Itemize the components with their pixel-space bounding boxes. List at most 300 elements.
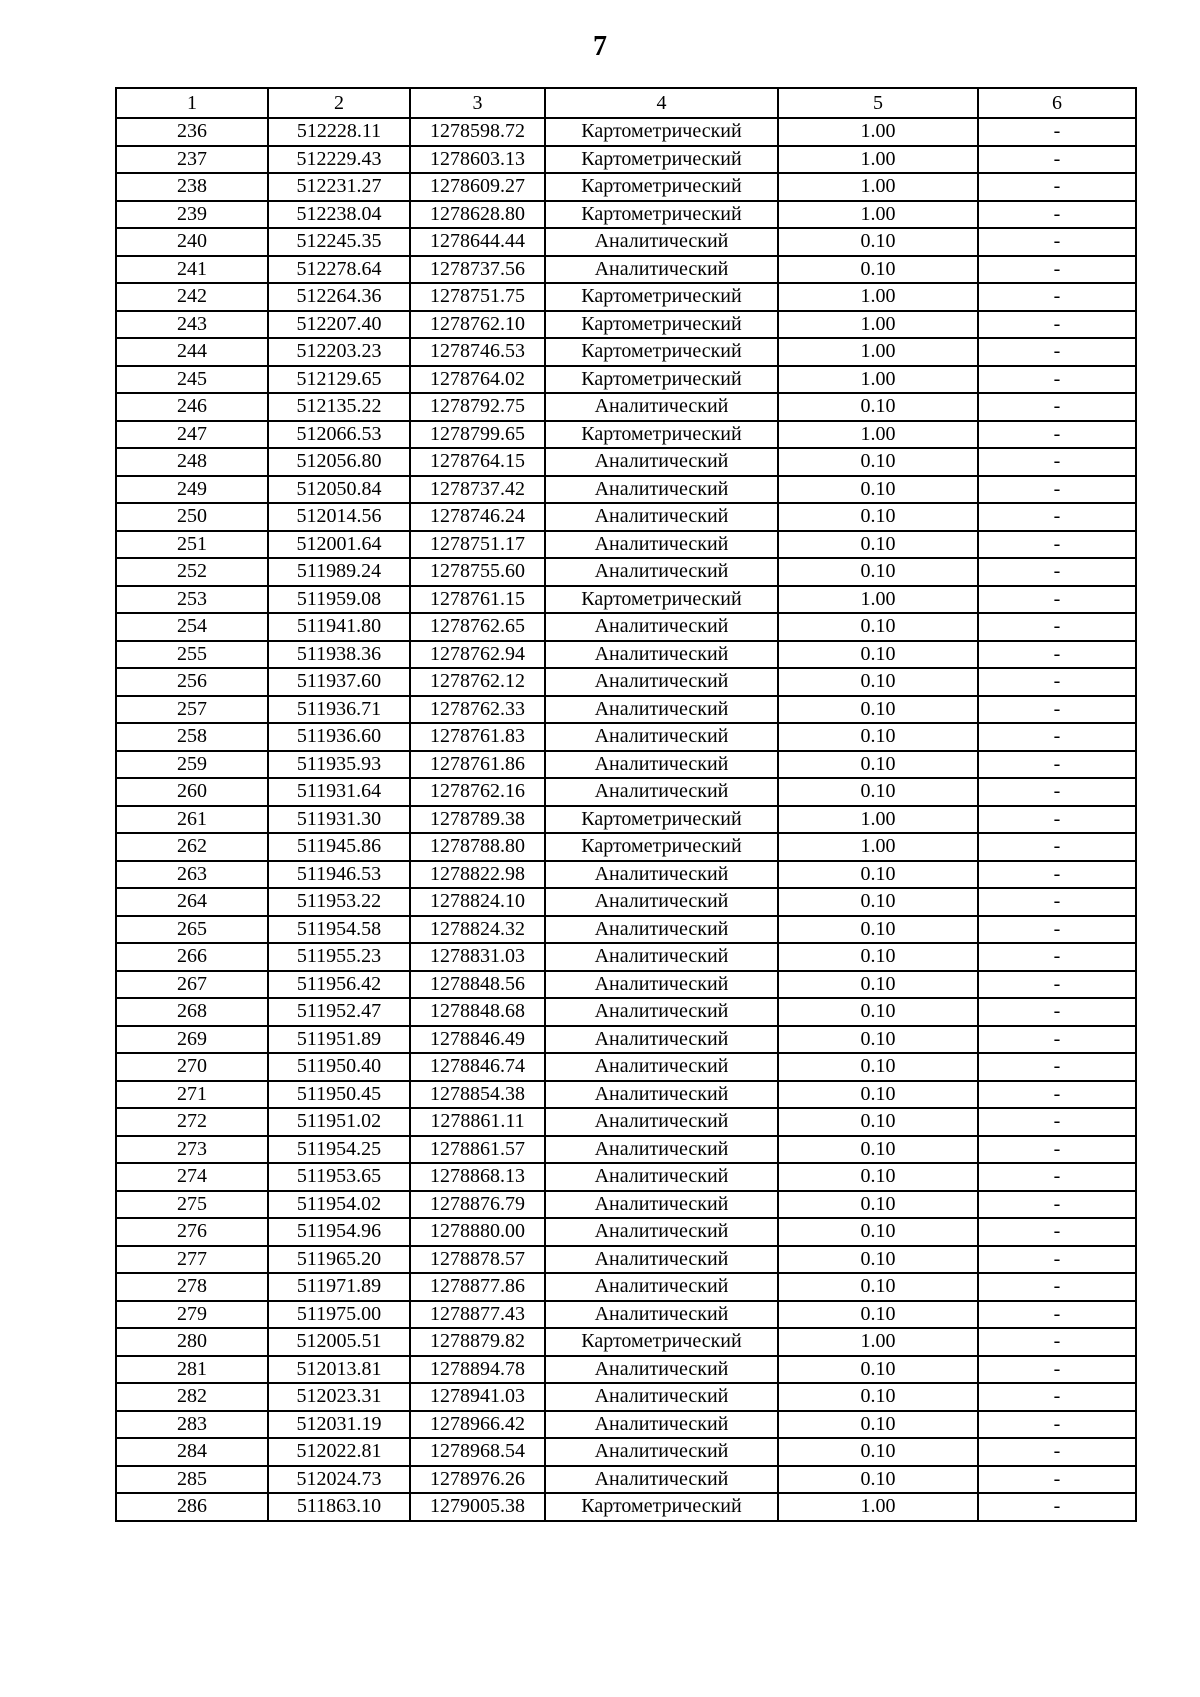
method-cell: Аналитический: [545, 613, 778, 641]
x-coordinate-cell: 511950.40: [268, 1053, 410, 1081]
note-cell: -: [978, 1136, 1136, 1164]
y-coordinate-cell: 1278824.32: [410, 916, 545, 944]
accuracy-cell: 0.10: [778, 1438, 978, 1466]
accuracy-cell: 1.00: [778, 173, 978, 201]
note-cell: -: [978, 806, 1136, 834]
note-cell: -: [978, 503, 1136, 531]
column-header-1: 1: [116, 88, 268, 118]
method-cell: Картометрический: [545, 118, 778, 146]
y-coordinate-cell: 1278762.94: [410, 641, 545, 669]
accuracy-cell: 0.10: [778, 861, 978, 889]
x-coordinate-cell: 512031.19: [268, 1411, 410, 1439]
table-row: [116, 228, 1136, 256]
y-coordinate-cell: 1278746.53: [410, 338, 545, 366]
point-number-cell: 265: [116, 916, 268, 944]
x-coordinate-cell: 511954.25: [268, 1136, 410, 1164]
method-cell: Аналитический: [545, 476, 778, 504]
note-cell: -: [978, 421, 1136, 449]
accuracy-cell: 0.10: [778, 1301, 978, 1329]
y-coordinate-cell: 1278761.15: [410, 586, 545, 614]
point-number-cell: 274: [116, 1163, 268, 1191]
table-row: [116, 696, 1136, 724]
point-number-cell: 260: [116, 778, 268, 806]
method-cell: Аналитический: [545, 1053, 778, 1081]
y-coordinate-cell: 1278603.13: [410, 146, 545, 174]
table-row: [116, 1191, 1136, 1219]
accuracy-cell: 0.10: [778, 448, 978, 476]
accuracy-cell: 1.00: [778, 833, 978, 861]
note-cell: -: [978, 476, 1136, 504]
accuracy-cell: 1.00: [778, 1328, 978, 1356]
method-cell: Аналитический: [545, 1438, 778, 1466]
table-row: [116, 1053, 1136, 1081]
x-coordinate-cell: 511953.65: [268, 1163, 410, 1191]
note-cell: -: [978, 586, 1136, 614]
method-cell: Аналитический: [545, 448, 778, 476]
x-coordinate-cell: 511954.96: [268, 1218, 410, 1246]
method-cell: Аналитический: [545, 1218, 778, 1246]
note-cell: -: [978, 1493, 1136, 1521]
y-coordinate-cell: 1278878.57: [410, 1246, 545, 1274]
point-number-cell: 257: [116, 696, 268, 724]
note-cell: -: [978, 366, 1136, 394]
point-number-cell: 284: [116, 1438, 268, 1466]
x-coordinate-cell: 511956.42: [268, 971, 410, 999]
point-number-cell: 277: [116, 1246, 268, 1274]
note-cell: -: [978, 751, 1136, 779]
note-cell: -: [978, 1191, 1136, 1219]
x-coordinate-cell: 511936.60: [268, 723, 410, 751]
x-coordinate-cell: 511955.23: [268, 943, 410, 971]
y-coordinate-cell: 1278764.15: [410, 448, 545, 476]
table-header: [116, 88, 1136, 118]
note-cell: -: [978, 696, 1136, 724]
y-coordinate-cell: 1278598.72: [410, 118, 545, 146]
table-row: [116, 146, 1136, 174]
note-cell: -: [978, 448, 1136, 476]
x-coordinate-cell: 512023.31: [268, 1383, 410, 1411]
x-coordinate-cell: 511959.08: [268, 586, 410, 614]
x-coordinate-cell: 512014.56: [268, 503, 410, 531]
column-header-6: 6: [978, 88, 1136, 118]
method-cell: Аналитический: [545, 888, 778, 916]
table-row: [116, 1301, 1136, 1329]
x-coordinate-cell: 511989.24: [268, 558, 410, 586]
y-coordinate-cell: 1278941.03: [410, 1383, 545, 1411]
y-coordinate-cell: 1278894.78: [410, 1356, 545, 1384]
note-cell: -: [978, 1246, 1136, 1274]
y-coordinate-cell: 1279005.38: [410, 1493, 545, 1521]
table-row: [116, 448, 1136, 476]
method-cell: Картометрический: [545, 311, 778, 339]
accuracy-cell: 0.10: [778, 1053, 978, 1081]
method-cell: Аналитический: [545, 641, 778, 669]
method-cell: Аналитический: [545, 751, 778, 779]
y-coordinate-cell: 1278876.79: [410, 1191, 545, 1219]
note-cell: -: [978, 1466, 1136, 1494]
point-number-cell: 263: [116, 861, 268, 889]
y-coordinate-cell: 1278822.98: [410, 861, 545, 889]
note-cell: -: [978, 888, 1136, 916]
method-cell: Аналитический: [545, 1136, 778, 1164]
accuracy-cell: 1.00: [778, 421, 978, 449]
point-number-cell: 267: [116, 971, 268, 999]
method-cell: Картометрический: [545, 1493, 778, 1521]
note-cell: -: [978, 173, 1136, 201]
accuracy-cell: 0.10: [778, 476, 978, 504]
accuracy-cell: 1.00: [778, 118, 978, 146]
method-cell: Аналитический: [545, 1301, 778, 1329]
table-row: [116, 1438, 1136, 1466]
y-coordinate-cell: 1278746.24: [410, 503, 545, 531]
table-row: [116, 1163, 1136, 1191]
note-cell: -: [978, 1328, 1136, 1356]
x-coordinate-cell: 511863.10: [268, 1493, 410, 1521]
note-cell: -: [978, 613, 1136, 641]
accuracy-cell: 0.10: [778, 1163, 978, 1191]
x-coordinate-cell: 512229.43: [268, 146, 410, 174]
y-coordinate-cell: 1278861.57: [410, 1136, 545, 1164]
method-cell: Аналитический: [545, 1246, 778, 1274]
point-number-cell: 240: [116, 228, 268, 256]
point-number-cell: 278: [116, 1273, 268, 1301]
y-coordinate-cell: 1278854.38: [410, 1081, 545, 1109]
point-number-cell: 236: [116, 118, 268, 146]
table-row: [116, 1466, 1136, 1494]
accuracy-cell: 1.00: [778, 338, 978, 366]
method-cell: Аналитический: [545, 256, 778, 284]
accuracy-cell: 1.00: [778, 201, 978, 229]
x-coordinate-cell: 512207.40: [268, 311, 410, 339]
table-row: [116, 421, 1136, 449]
table-row: [116, 393, 1136, 421]
note-cell: -: [978, 1438, 1136, 1466]
x-coordinate-cell: 512264.36: [268, 283, 410, 311]
method-cell: Аналитический: [545, 1026, 778, 1054]
table-row: [116, 1411, 1136, 1439]
method-cell: Картометрический: [545, 146, 778, 174]
x-coordinate-cell: 511971.89: [268, 1273, 410, 1301]
accuracy-cell: 0.10: [778, 558, 978, 586]
method-cell: Аналитический: [545, 971, 778, 999]
y-coordinate-cell: 1278762.65: [410, 613, 545, 641]
point-number-cell: 249: [116, 476, 268, 504]
accuracy-cell: 1.00: [778, 586, 978, 614]
table-row: [116, 1328, 1136, 1356]
x-coordinate-cell: 511938.36: [268, 641, 410, 669]
table-row: [116, 366, 1136, 394]
point-number-cell: 244: [116, 338, 268, 366]
method-cell: Картометрический: [545, 586, 778, 614]
accuracy-cell: 0.10: [778, 998, 978, 1026]
accuracy-cell: 0.10: [778, 1383, 978, 1411]
table-row: [116, 723, 1136, 751]
method-cell: Аналитический: [545, 916, 778, 944]
x-coordinate-cell: 512050.84: [268, 476, 410, 504]
y-coordinate-cell: 1278609.27: [410, 173, 545, 201]
table-row: [116, 861, 1136, 889]
table-row: [116, 1273, 1136, 1301]
accuracy-cell: 0.10: [778, 503, 978, 531]
table-row: [116, 613, 1136, 641]
y-coordinate-cell: 1278846.49: [410, 1026, 545, 1054]
point-number-cell: 256: [116, 668, 268, 696]
note-cell: -: [978, 1218, 1136, 1246]
column-header-5: 5: [778, 88, 978, 118]
x-coordinate-cell: 511931.30: [268, 806, 410, 834]
y-coordinate-cell: 1278846.74: [410, 1053, 545, 1081]
note-cell: -: [978, 861, 1136, 889]
accuracy-cell: 0.10: [778, 1136, 978, 1164]
point-number-cell: 239: [116, 201, 268, 229]
method-cell: Аналитический: [545, 228, 778, 256]
note-cell: -: [978, 1053, 1136, 1081]
column-header-2: 2: [268, 88, 410, 118]
note-cell: -: [978, 833, 1136, 861]
y-coordinate-cell: 1278762.10: [410, 311, 545, 339]
table-row: [116, 971, 1136, 999]
accuracy-cell: 0.10: [778, 943, 978, 971]
accuracy-cell: 0.10: [778, 971, 978, 999]
method-cell: Картометрический: [545, 421, 778, 449]
table-row: [116, 1136, 1136, 1164]
note-cell: -: [978, 1108, 1136, 1136]
x-coordinate-cell: 511941.80: [268, 613, 410, 641]
table-row: [116, 1493, 1136, 1521]
method-cell: Картометрический: [545, 283, 778, 311]
note-cell: -: [978, 1356, 1136, 1384]
x-coordinate-cell: 512005.51: [268, 1328, 410, 1356]
method-cell: Картометрический: [545, 833, 778, 861]
method-cell: Аналитический: [545, 1466, 778, 1494]
y-coordinate-cell: 1278968.54: [410, 1438, 545, 1466]
table-row: [116, 1026, 1136, 1054]
x-coordinate-cell: 511945.86: [268, 833, 410, 861]
point-number-cell: 255: [116, 641, 268, 669]
accuracy-cell: 0.10: [778, 1466, 978, 1494]
y-coordinate-cell: 1278848.68: [410, 998, 545, 1026]
accuracy-cell: 0.10: [778, 256, 978, 284]
x-coordinate-cell: 511946.53: [268, 861, 410, 889]
table-row: [116, 256, 1136, 284]
x-coordinate-cell: 511954.58: [268, 916, 410, 944]
point-number-cell: 262: [116, 833, 268, 861]
y-coordinate-cell: 1278831.03: [410, 943, 545, 971]
table-row: [116, 476, 1136, 504]
point-number-cell: 252: [116, 558, 268, 586]
x-coordinate-cell: 511935.93: [268, 751, 410, 779]
x-coordinate-cell: 512245.35: [268, 228, 410, 256]
method-cell: Картометрический: [545, 173, 778, 201]
x-coordinate-cell: 511931.64: [268, 778, 410, 806]
table-row: [116, 173, 1136, 201]
point-number-cell: 258: [116, 723, 268, 751]
x-coordinate-cell: 512066.53: [268, 421, 410, 449]
y-coordinate-cell: 1278792.75: [410, 393, 545, 421]
y-coordinate-cell: 1278877.43: [410, 1301, 545, 1329]
point-number-cell: 261: [116, 806, 268, 834]
x-coordinate-cell: 511937.60: [268, 668, 410, 696]
method-cell: Аналитический: [545, 723, 778, 751]
note-cell: -: [978, 641, 1136, 669]
accuracy-cell: 0.10: [778, 613, 978, 641]
method-cell: Картометрический: [545, 1328, 778, 1356]
point-number-cell: 237: [116, 146, 268, 174]
method-cell: Аналитический: [545, 393, 778, 421]
x-coordinate-cell: 511936.71: [268, 696, 410, 724]
note-cell: -: [978, 916, 1136, 944]
accuracy-cell: 0.10: [778, 751, 978, 779]
column-header-3: 3: [410, 88, 545, 118]
method-cell: Аналитический: [545, 531, 778, 559]
note-cell: -: [978, 943, 1136, 971]
note-cell: -: [978, 311, 1136, 339]
method-cell: Аналитический: [545, 861, 778, 889]
table-row: [116, 1246, 1136, 1274]
note-cell: -: [978, 393, 1136, 421]
y-coordinate-cell: 1278966.42: [410, 1411, 545, 1439]
method-cell: Картометрический: [545, 366, 778, 394]
x-coordinate-cell: 512238.04: [268, 201, 410, 229]
accuracy-cell: 0.10: [778, 1356, 978, 1384]
method-cell: Аналитический: [545, 696, 778, 724]
accuracy-cell: 0.10: [778, 778, 978, 806]
accuracy-cell: 1.00: [778, 806, 978, 834]
point-number-cell: 245: [116, 366, 268, 394]
y-coordinate-cell: 1278976.26: [410, 1466, 545, 1494]
point-number-cell: 282: [116, 1383, 268, 1411]
accuracy-cell: 0.10: [778, 228, 978, 256]
accuracy-cell: 1.00: [778, 366, 978, 394]
point-number-cell: 243: [116, 311, 268, 339]
accuracy-cell: 0.10: [778, 1191, 978, 1219]
accuracy-cell: 1.00: [778, 146, 978, 174]
point-number-cell: 247: [116, 421, 268, 449]
y-coordinate-cell: 1278868.13: [410, 1163, 545, 1191]
x-coordinate-cell: 512024.73: [268, 1466, 410, 1494]
method-cell: Аналитический: [545, 1081, 778, 1109]
table-row: [116, 1081, 1136, 1109]
accuracy-cell: 0.10: [778, 531, 978, 559]
x-coordinate-cell: 512001.64: [268, 531, 410, 559]
y-coordinate-cell: 1278824.10: [410, 888, 545, 916]
point-number-cell: 281: [116, 1356, 268, 1384]
x-coordinate-cell: 511965.20: [268, 1246, 410, 1274]
y-coordinate-cell: 1278762.16: [410, 778, 545, 806]
table-row: [116, 1383, 1136, 1411]
y-coordinate-cell: 1278644.44: [410, 228, 545, 256]
accuracy-cell: 0.10: [778, 1411, 978, 1439]
accuracy-cell: 0.10: [778, 641, 978, 669]
y-coordinate-cell: 1278762.33: [410, 696, 545, 724]
note-cell: -: [978, 558, 1136, 586]
x-coordinate-cell: 511951.89: [268, 1026, 410, 1054]
x-coordinate-cell: 512022.81: [268, 1438, 410, 1466]
table-row: [116, 668, 1136, 696]
table-row: [116, 586, 1136, 614]
x-coordinate-cell: 511954.02: [268, 1191, 410, 1219]
note-cell: -: [978, 1411, 1136, 1439]
method-cell: Картометрический: [545, 201, 778, 229]
x-coordinate-cell: 511953.22: [268, 888, 410, 916]
point-number-cell: 268: [116, 998, 268, 1026]
note-cell: -: [978, 338, 1136, 366]
point-number-cell: 279: [116, 1301, 268, 1329]
method-cell: Аналитический: [545, 943, 778, 971]
method-cell: Аналитический: [545, 668, 778, 696]
coordinates-table: [115, 87, 1137, 1522]
x-coordinate-cell: 511975.00: [268, 1301, 410, 1329]
accuracy-cell: 0.10: [778, 696, 978, 724]
accuracy-cell: 0.10: [778, 888, 978, 916]
accuracy-cell: 0.10: [778, 1081, 978, 1109]
x-coordinate-cell: 512203.23: [268, 338, 410, 366]
point-number-cell: 242: [116, 283, 268, 311]
accuracy-cell: 0.10: [778, 1026, 978, 1054]
note-cell: -: [978, 201, 1136, 229]
table-row: [116, 1218, 1136, 1246]
note-cell: -: [978, 1081, 1136, 1109]
note-cell: -: [978, 118, 1136, 146]
table-row: [116, 201, 1136, 229]
table-row: [116, 311, 1136, 339]
method-cell: Аналитический: [545, 1356, 778, 1384]
table-row: [116, 916, 1136, 944]
table-row: [116, 503, 1136, 531]
y-coordinate-cell: 1278879.82: [410, 1328, 545, 1356]
x-coordinate-cell: 512278.64: [268, 256, 410, 284]
table-row: [116, 1108, 1136, 1136]
point-number-cell: 259: [116, 751, 268, 779]
point-number-cell: 238: [116, 173, 268, 201]
note-cell: -: [978, 1026, 1136, 1054]
point-number-cell: 272: [116, 1108, 268, 1136]
method-cell: Аналитический: [545, 1191, 778, 1219]
point-number-cell: 248: [116, 448, 268, 476]
x-coordinate-cell: 511952.47: [268, 998, 410, 1026]
accuracy-cell: 0.10: [778, 1246, 978, 1274]
method-cell: Аналитический: [545, 778, 778, 806]
y-coordinate-cell: 1278755.60: [410, 558, 545, 586]
note-cell: -: [978, 283, 1136, 311]
note-cell: -: [978, 531, 1136, 559]
accuracy-cell: 0.10: [778, 916, 978, 944]
table-row: [116, 641, 1136, 669]
point-number-cell: 286: [116, 1493, 268, 1521]
method-cell: Картометрический: [545, 806, 778, 834]
column-header-4: 4: [545, 88, 778, 118]
point-number-cell: 280: [116, 1328, 268, 1356]
x-coordinate-cell: 512231.27: [268, 173, 410, 201]
x-coordinate-cell: 511950.45: [268, 1081, 410, 1109]
accuracy-cell: 0.10: [778, 1218, 978, 1246]
table-row: [116, 998, 1136, 1026]
note-cell: -: [978, 1301, 1136, 1329]
table-body: [116, 118, 1136, 1521]
method-cell: Аналитический: [545, 1163, 778, 1191]
y-coordinate-cell: 1278789.38: [410, 806, 545, 834]
y-coordinate-cell: 1278764.02: [410, 366, 545, 394]
accuracy-cell: 0.10: [778, 1108, 978, 1136]
note-cell: -: [978, 1163, 1136, 1191]
note-cell: -: [978, 723, 1136, 751]
point-number-cell: 276: [116, 1218, 268, 1246]
y-coordinate-cell: 1278751.17: [410, 531, 545, 559]
y-coordinate-cell: 1278788.80: [410, 833, 545, 861]
point-number-cell: 254: [116, 613, 268, 641]
accuracy-cell: 0.10: [778, 723, 978, 751]
accuracy-cell: 1.00: [778, 1493, 978, 1521]
